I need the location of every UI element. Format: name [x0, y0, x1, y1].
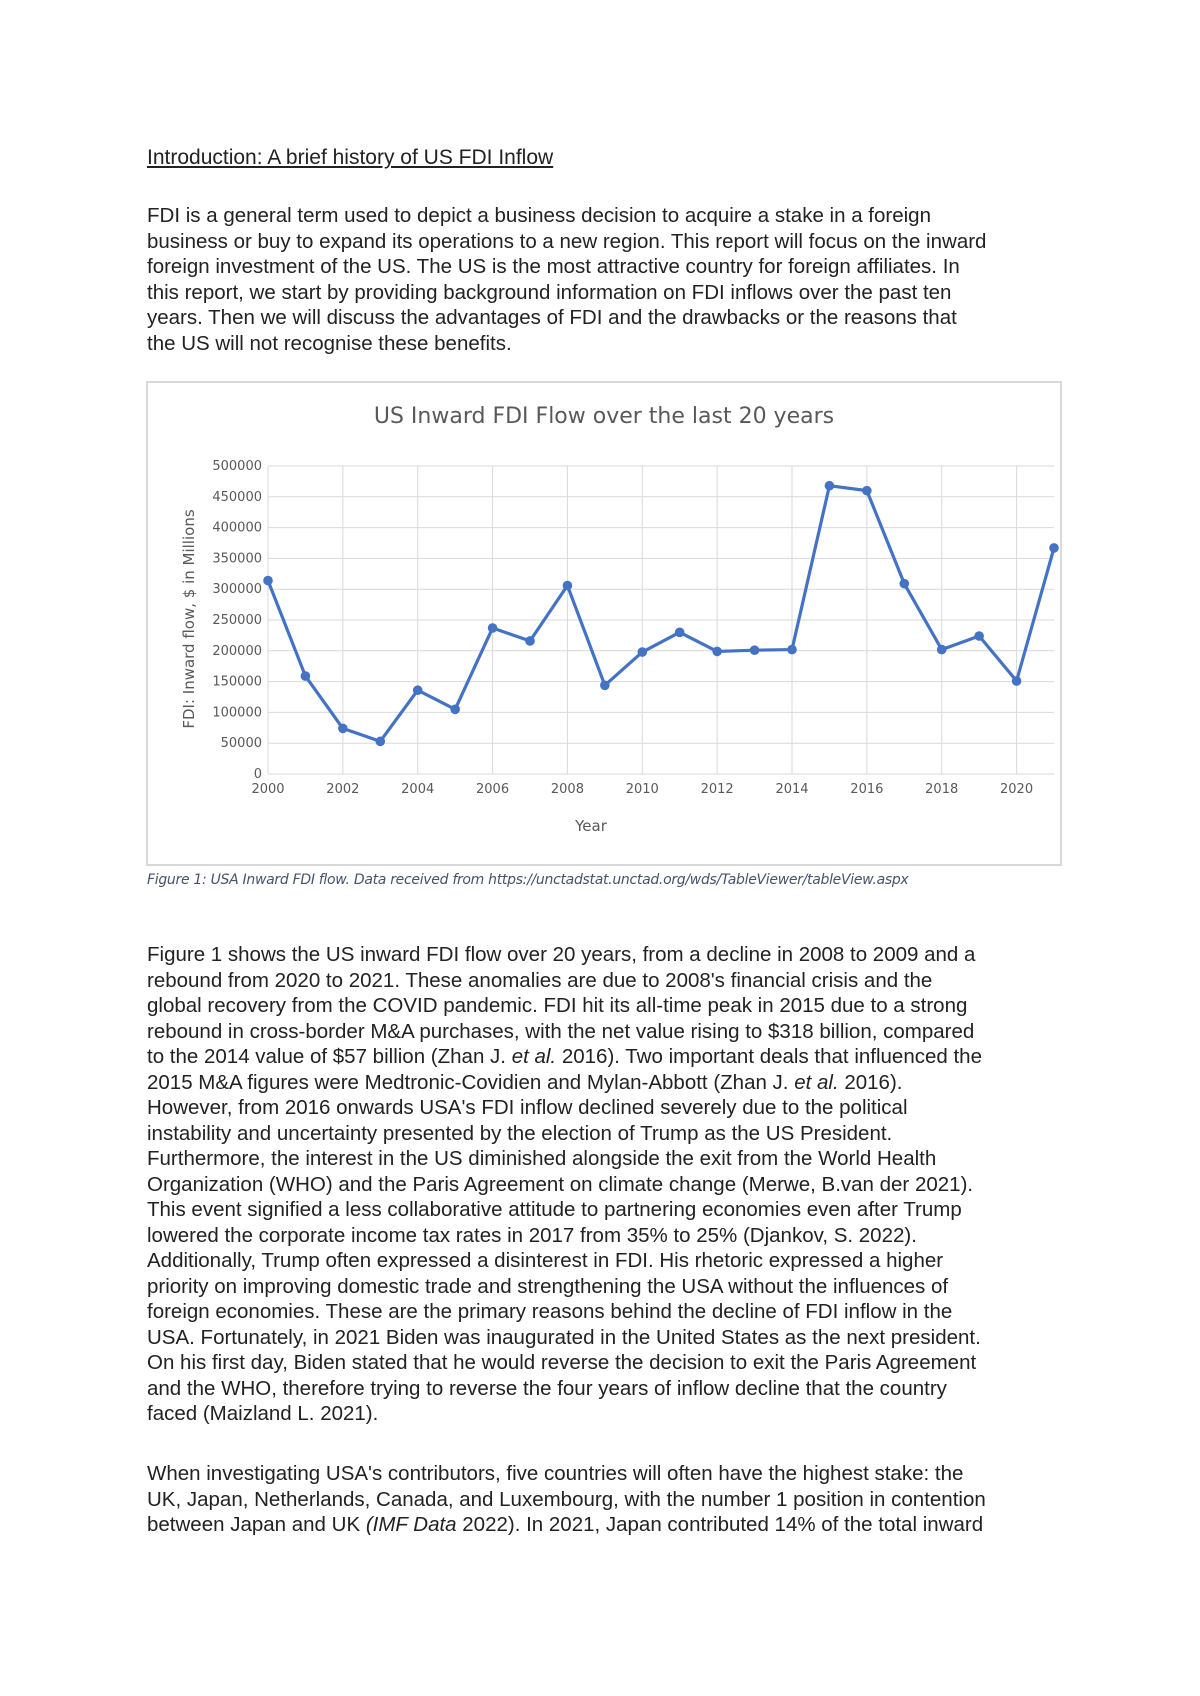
y-tick-label: 250000 [212, 613, 262, 628]
data-point [899, 579, 909, 589]
line-chart [148, 383, 1060, 864]
data-point [525, 636, 535, 646]
x-axis-label: Year [575, 817, 607, 835]
text-run: This event signified a less collaborative attitude to partnering economies even after Trump [147, 1198, 962, 1221]
text-run: Figure 1 shows the US inward FDI flow over 20 years, from a decline in 2008 to 2009 and a [147, 943, 976, 966]
italic-run: et al. [794, 1070, 839, 1094]
x-tick-label: 2012 [700, 782, 734, 797]
x-tick-label: 2008 [550, 782, 584, 797]
text-line [147, 942, 1072, 968]
x-tick-label: 2010 [625, 782, 659, 797]
text-run: global recovery from the COVID pandemic. FDI hit its all-time peak in 2015 due to a strong [147, 994, 968, 1017]
data-point [263, 576, 273, 586]
text-line [147, 1121, 1072, 1147]
text-line [147, 1512, 1072, 1538]
text-line: years. Then we will discuss the advantages of FDI and the drawbacks or the reasons that [147, 306, 957, 329]
x-axis-ticks [251, 782, 1033, 797]
x-tick-label: 2020 [1000, 782, 1034, 797]
y-tick-label: 0 [253, 767, 262, 782]
data-point [787, 645, 797, 655]
text-line [147, 1350, 1072, 1376]
text-line [147, 1070, 1072, 1096]
text-run: Organization (WHO) and the Paris Agreement on climate change (Merwe, B.van der 2021). [147, 1172, 974, 1196]
x-tick-label: 2002 [326, 782, 360, 797]
series-line [268, 486, 1054, 742]
data-point [937, 645, 947, 655]
italic-run: et al. [511, 1045, 557, 1068]
text-run: USA. Fortunately, in 2021 Biden was inaugurated in the United States as the next president. [147, 1325, 981, 1349]
chart-gridlines [268, 466, 1054, 774]
text-line: FDI is a general term used to depict a business decision to acquire a stake in a foreign [147, 204, 931, 227]
section-heading: Introduction: A brief history of US FDI Inflow [147, 146, 554, 169]
text-line [147, 1325, 1072, 1351]
text-line [147, 1172, 1072, 1198]
text-run: 2016). [838, 1070, 903, 1094]
data-point [750, 645, 760, 655]
text-line [147, 1146, 1072, 1172]
text-run: 2022). In 2021, Japan contributed 14% of the total inward [456, 1513, 984, 1536]
y-axis-ticks [212, 459, 262, 782]
text-run: to the 2014 value of $57 billion (Zhan J. [147, 1045, 512, 1068]
y-tick-label: 500000 [212, 459, 262, 474]
y-tick-label: 450000 [212, 489, 262, 505]
body-paragraph [147, 942, 1072, 1427]
y-tick-label: 50000 [220, 736, 262, 752]
text-run: foreign economies. These are the primary reasons behind the decline of FDI inflow in the [147, 1300, 953, 1323]
y-tick-label: 100000 [212, 705, 262, 721]
text-run: 2016). Two important deals that influenced the [556, 1045, 982, 1068]
data-point [450, 705, 460, 715]
text-run: When investigating USA's contributors, five countries will often have the highest stake: the [147, 1462, 964, 1485]
y-tick-label: 150000 [212, 674, 262, 690]
data-point [862, 486, 872, 496]
x-tick-label: 2004 [401, 782, 435, 797]
text-line: business or buy to expand its operations to a new region. This report will focus on the inward [147, 229, 987, 253]
data-point [675, 628, 685, 638]
y-tick-label: 400000 [212, 520, 262, 536]
text-run: rebound in cross-border M&A purchases, with the net value rising to $318 billion, compared [147, 1019, 975, 1043]
data-point [413, 685, 423, 695]
text-run: UK, Japan, Netherlands, Canada, and Luxembourg, with the number 1 position in contention [147, 1487, 986, 1511]
text-line [147, 1019, 1072, 1045]
text-line [147, 968, 1072, 994]
y-tick-label: 200000 [212, 643, 262, 659]
text-line [147, 1095, 1072, 1121]
chart-container [146, 381, 1062, 866]
text-run: On his first day, Biden stated that he would reverse the decision to exit the Paris Agreement [147, 1351, 977, 1374]
text-run: priority on improving domestic trade and strengthening the USA without the influences of [147, 1274, 949, 1298]
data-point [375, 737, 385, 747]
text-run: However, from 2016 onwards USA's FDI inflow declined severely due to the political [147, 1096, 908, 1119]
chart-series [263, 481, 1059, 746]
text-run: and the WHO, therefore trying to reverse the four years of inflow decline that the country [147, 1376, 947, 1400]
x-tick-label: 2016 [850, 782, 884, 797]
text-line [147, 993, 1072, 1019]
text-line [147, 1044, 1072, 1070]
data-point [600, 680, 610, 690]
x-tick-label: 2018 [925, 782, 959, 797]
text-run: rebound from 2020 to 2021. These anomalies are due to 2008's financial crisis and the [147, 968, 933, 992]
text-line [147, 1197, 1072, 1223]
text-run: instability and uncertainty presented by the election of Trump as the US President. [147, 1121, 893, 1145]
text-run: Furthermore, the interest in the US diminished alongside the exit from the World Health [147, 1147, 937, 1170]
data-point [563, 581, 573, 591]
text-line [147, 1487, 1072, 1513]
data-point [825, 481, 835, 491]
x-tick-label: 2000 [251, 782, 285, 797]
data-point [974, 631, 984, 641]
data-point [1049, 543, 1059, 553]
text-line [147, 1223, 1072, 1249]
text-line: the US will not recognise these benefits. [147, 331, 512, 355]
italic-run: (IMF Data [365, 1513, 457, 1536]
text-run: lowered the corporate income tax rates in 2017 from 35% to 25% (Djankov, S. 2022). [147, 1223, 917, 1247]
text-run: Additionally, Trump often expressed a disinterest in FDI. His rhetoric expressed a higher [147, 1249, 944, 1272]
intro-paragraph [147, 203, 1072, 356]
text-line: this report, we start by providing background information on FDI inflows over the past ten [147, 280, 952, 304]
data-point [338, 724, 348, 734]
final-paragraph [147, 1461, 1072, 1538]
y-tick-label: 300000 [212, 582, 262, 598]
text-run: 2015 M&A figures were Medtronic-Covidien and Mylan-Abbott (Zhan J. [147, 1070, 795, 1094]
x-tick-label: 2006 [476, 782, 510, 797]
data-point [1012, 676, 1022, 686]
text-run: faced (Maizland L. 2021). [147, 1402, 379, 1425]
y-tick-label: 350000 [212, 551, 262, 567]
text-line [147, 1461, 1072, 1487]
text-line [147, 1401, 1072, 1427]
data-point [301, 671, 311, 681]
y-axis-label: FDI: Inward flow, $ in Millions [180, 509, 198, 729]
text-line [147, 1376, 1072, 1402]
x-tick-label: 2014 [775, 782, 809, 797]
data-point [712, 647, 722, 657]
text-line [147, 1274, 1072, 1300]
text-line [147, 1248, 1072, 1274]
data-point [637, 647, 647, 657]
text-run: between Japan and UK [147, 1513, 366, 1536]
figure-caption: Figure 1: USA Inward FDI flow. Data received from https://unctadstat.unctad.org/wds/TableViewer/tableView.aspx [147, 872, 909, 888]
data-point [488, 623, 498, 633]
text-line: foreign investment of the US. The US is the most attractive country for foreign affiliates. In [147, 255, 960, 278]
chart-title: US Inward FDI Flow over the last 20 years [373, 404, 835, 429]
text-line [147, 1299, 1072, 1325]
